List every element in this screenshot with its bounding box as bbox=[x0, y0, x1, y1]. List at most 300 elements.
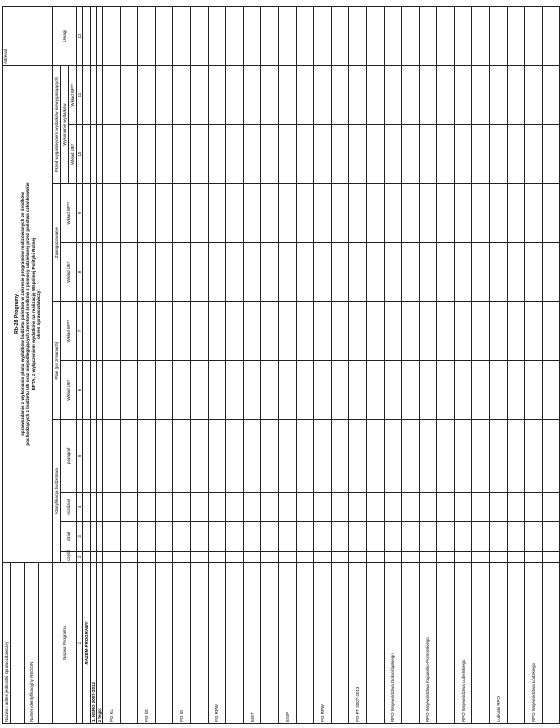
value-cell[interactable] bbox=[402, 184, 420, 243]
value-cell[interactable] bbox=[173, 302, 191, 361]
value-cell[interactable] bbox=[437, 551, 455, 562]
value-cell[interactable] bbox=[525, 522, 543, 551]
value-cell[interactable] bbox=[190, 302, 208, 361]
value-cell[interactable] bbox=[402, 361, 420, 420]
value-cell[interactable] bbox=[226, 420, 244, 493]
value-cell[interactable] bbox=[472, 66, 490, 125]
value-cell[interactable] bbox=[384, 125, 402, 184]
value-cell[interactable] bbox=[278, 125, 296, 184]
value-cell[interactable] bbox=[226, 522, 244, 551]
value-cell[interactable] bbox=[402, 302, 420, 361]
program-name-cell: RPO Województwa Lubelskiego bbox=[454, 562, 472, 723]
value-cell[interactable] bbox=[437, 125, 455, 184]
value-cell[interactable] bbox=[120, 184, 138, 243]
value-cell[interactable] bbox=[331, 66, 349, 125]
value-cell[interactable] bbox=[208, 361, 226, 420]
value-cell[interactable] bbox=[542, 492, 560, 521]
value-cell[interactable] bbox=[419, 125, 437, 184]
value-cell[interactable] bbox=[243, 420, 261, 493]
value-cell[interactable] bbox=[261, 66, 279, 125]
value-cell[interactable] bbox=[402, 125, 420, 184]
value-cell[interactable] bbox=[507, 420, 525, 493]
value-cell[interactable] bbox=[173, 184, 191, 243]
table-row bbox=[454, 7, 472, 724]
value-cell[interactable] bbox=[331, 420, 349, 493]
value-cell[interactable] bbox=[314, 7, 332, 66]
value-cell[interactable] bbox=[138, 302, 156, 361]
value-cell[interactable] bbox=[173, 522, 191, 551]
value-cell[interactable] bbox=[173, 551, 191, 562]
value-cell[interactable] bbox=[507, 243, 525, 302]
col-number: 10 bbox=[77, 125, 83, 184]
value-cell[interactable] bbox=[261, 551, 279, 562]
value-cell[interactable] bbox=[278, 184, 296, 243]
value-cell[interactable] bbox=[208, 66, 226, 125]
value-cell[interactable] bbox=[243, 551, 261, 562]
value-cell[interactable] bbox=[331, 551, 349, 562]
value-cell[interactable] bbox=[190, 420, 208, 493]
value-cell[interactable] bbox=[384, 184, 402, 243]
value-cell[interactable] bbox=[419, 361, 437, 420]
value-cell[interactable] bbox=[437, 492, 455, 521]
value-cell[interactable] bbox=[525, 66, 543, 125]
value-cell[interactable] bbox=[331, 184, 349, 243]
program-name-cell bbox=[542, 562, 560, 723]
value-cell[interactable] bbox=[437, 243, 455, 302]
value-cell[interactable] bbox=[472, 551, 490, 562]
value-cell[interactable] bbox=[261, 420, 279, 493]
value-cell[interactable] bbox=[208, 420, 226, 493]
value-cell[interactable] bbox=[278, 7, 296, 66]
value-cell[interactable] bbox=[138, 125, 156, 184]
value-cell[interactable] bbox=[507, 184, 525, 243]
value-cell[interactable] bbox=[542, 7, 560, 66]
value-cell[interactable] bbox=[525, 243, 543, 302]
value-cell[interactable] bbox=[472, 302, 490, 361]
value-cell[interactable] bbox=[243, 522, 261, 551]
value-cell[interactable] bbox=[314, 492, 332, 521]
value-cell[interactable] bbox=[155, 184, 173, 243]
value-cell[interactable] bbox=[226, 492, 244, 521]
value-cell[interactable] bbox=[208, 243, 226, 302]
value-cell[interactable] bbox=[226, 551, 244, 562]
value-cell[interactable] bbox=[296, 66, 314, 125]
value-cell[interactable] bbox=[103, 420, 121, 493]
value-cell[interactable] bbox=[472, 522, 490, 551]
value-cell[interactable] bbox=[454, 66, 472, 125]
value-cell[interactable] bbox=[366, 66, 384, 125]
value-cell[interactable] bbox=[296, 492, 314, 521]
value-cell[interactable] bbox=[243, 184, 261, 243]
value-cell[interactable] bbox=[226, 243, 244, 302]
value-cell[interactable] bbox=[454, 361, 472, 420]
value-cell[interactable] bbox=[296, 125, 314, 184]
value-cell[interactable] bbox=[243, 125, 261, 184]
sender-field[interactable] bbox=[11, 562, 25, 723]
value-cell[interactable] bbox=[402, 7, 420, 66]
value-cell[interactable] bbox=[542, 243, 560, 302]
value-cell[interactable] bbox=[349, 66, 367, 125]
value-cell[interactable] bbox=[261, 522, 279, 551]
value-cell[interactable] bbox=[103, 492, 121, 521]
value-cell[interactable] bbox=[155, 243, 173, 302]
value-cell[interactable] bbox=[419, 492, 437, 521]
value-cell[interactable] bbox=[278, 361, 296, 420]
value-cell[interactable] bbox=[226, 302, 244, 361]
value-cell[interactable] bbox=[155, 551, 173, 562]
value-cell[interactable] bbox=[454, 492, 472, 521]
value-cell[interactable] bbox=[208, 7, 226, 66]
value-cell[interactable] bbox=[349, 361, 367, 420]
value-cell[interactable] bbox=[525, 184, 543, 243]
value-cell[interactable] bbox=[454, 7, 472, 66]
regon-field[interactable] bbox=[39, 562, 53, 723]
value-cell[interactable] bbox=[384, 522, 402, 551]
value-cell[interactable] bbox=[120, 302, 138, 361]
value-cell[interactable] bbox=[314, 522, 332, 551]
value-cell[interactable] bbox=[454, 420, 472, 493]
value-cell[interactable] bbox=[103, 361, 121, 420]
value-cell[interactable] bbox=[314, 184, 332, 243]
value-cell[interactable] bbox=[542, 302, 560, 361]
value-cell[interactable] bbox=[314, 420, 332, 493]
value-cell[interactable] bbox=[490, 66, 508, 125]
value-cell[interactable] bbox=[208, 551, 226, 562]
value-cell[interactable] bbox=[120, 66, 138, 125]
value-cell[interactable] bbox=[542, 66, 560, 125]
value-cell[interactable] bbox=[190, 522, 208, 551]
value-cell[interactable] bbox=[120, 361, 138, 420]
col-zaang-ue: Wkład UE* bbox=[61, 243, 77, 302]
value-cell[interactable] bbox=[490, 492, 508, 521]
value-cell[interactable] bbox=[402, 522, 420, 551]
value-cell[interactable] bbox=[314, 361, 332, 420]
value-cell[interactable] bbox=[296, 184, 314, 243]
value-cell[interactable] bbox=[525, 420, 543, 493]
value-cell[interactable] bbox=[190, 243, 208, 302]
value-cell[interactable] bbox=[296, 551, 314, 562]
value-cell[interactable] bbox=[190, 492, 208, 521]
value-cell[interactable] bbox=[155, 492, 173, 521]
value-cell[interactable] bbox=[472, 7, 490, 66]
value-cell[interactable] bbox=[366, 243, 384, 302]
value-cell[interactable] bbox=[366, 184, 384, 243]
program-name-cell: PO PT 2007-2013 bbox=[349, 562, 367, 723]
value-cell[interactable] bbox=[419, 184, 437, 243]
value-cell[interactable] bbox=[138, 243, 156, 302]
value-cell[interactable] bbox=[314, 551, 332, 562]
value-cell[interactable] bbox=[103, 243, 121, 302]
value-cell[interactable] bbox=[437, 522, 455, 551]
value-cell[interactable] bbox=[507, 7, 525, 66]
value-cell[interactable] bbox=[138, 361, 156, 420]
value-cell[interactable] bbox=[525, 551, 543, 562]
value-cell[interactable] bbox=[278, 522, 296, 551]
value-cell[interactable] bbox=[314, 66, 332, 125]
value-cell[interactable] bbox=[155, 7, 173, 66]
value-cell[interactable] bbox=[366, 302, 384, 361]
value-cell[interactable] bbox=[384, 66, 402, 125]
value-cell[interactable] bbox=[138, 551, 156, 562]
value-cell[interactable] bbox=[402, 492, 420, 521]
value-cell[interactable] bbox=[296, 361, 314, 420]
value-cell[interactable] bbox=[384, 302, 402, 361]
value-cell[interactable] bbox=[190, 66, 208, 125]
value-cell[interactable] bbox=[384, 492, 402, 521]
value-cell[interactable] bbox=[208, 492, 226, 521]
value-cell[interactable] bbox=[490, 551, 508, 562]
value-cell[interactable] bbox=[120, 420, 138, 493]
value-cell[interactable] bbox=[525, 361, 543, 420]
value-cell[interactable] bbox=[173, 7, 191, 66]
value-cell[interactable] bbox=[349, 302, 367, 361]
value-cell[interactable] bbox=[454, 184, 472, 243]
value-cell[interactable] bbox=[261, 302, 279, 361]
value-cell[interactable] bbox=[331, 522, 349, 551]
value-cell[interactable] bbox=[366, 361, 384, 420]
value-cell[interactable] bbox=[349, 522, 367, 551]
value-cell[interactable] bbox=[349, 492, 367, 521]
value-cell[interactable] bbox=[296, 522, 314, 551]
value-cell[interactable] bbox=[525, 125, 543, 184]
program-name-cell: RPO Województwa Kujawsko-Pomorskiego bbox=[419, 562, 437, 723]
value-cell[interactable] bbox=[525, 302, 543, 361]
program-name-cell bbox=[437, 562, 455, 723]
value-cell[interactable] bbox=[243, 361, 261, 420]
value-cell[interactable] bbox=[261, 243, 279, 302]
table-row bbox=[419, 7, 437, 724]
value-cell[interactable] bbox=[542, 361, 560, 420]
value-cell[interactable] bbox=[490, 302, 508, 361]
col-number: 8 bbox=[77, 243, 83, 302]
value-cell[interactable] bbox=[419, 243, 437, 302]
value-cell[interactable] bbox=[437, 184, 455, 243]
value-cell[interactable] bbox=[278, 551, 296, 562]
value-cell[interactable] bbox=[103, 551, 121, 562]
value-cell[interactable] bbox=[103, 125, 121, 184]
value-cell[interactable] bbox=[349, 420, 367, 493]
value-cell[interactable] bbox=[173, 492, 191, 521]
value-cell[interactable] bbox=[366, 420, 384, 493]
value-cell[interactable] bbox=[472, 361, 490, 420]
value-cell[interactable] bbox=[331, 492, 349, 521]
value-cell[interactable] bbox=[155, 420, 173, 493]
value-cell[interactable] bbox=[261, 492, 279, 521]
value-cell[interactable] bbox=[138, 66, 156, 125]
value-cell[interactable] bbox=[314, 125, 332, 184]
form-title-block bbox=[3, 66, 53, 563]
value-cell[interactable] bbox=[331, 125, 349, 184]
value-cell[interactable] bbox=[472, 492, 490, 521]
value-cell[interactable] bbox=[437, 7, 455, 66]
value-cell[interactable] bbox=[507, 66, 525, 125]
value-cell[interactable] bbox=[402, 420, 420, 493]
value-cell[interactable] bbox=[490, 420, 508, 493]
value-cell[interactable] bbox=[507, 125, 525, 184]
value-cell[interactable] bbox=[103, 66, 121, 125]
value-cell[interactable] bbox=[366, 551, 384, 562]
value-cell[interactable] bbox=[402, 243, 420, 302]
value-cell[interactable] bbox=[138, 420, 156, 493]
value-cell[interactable] bbox=[296, 302, 314, 361]
value-cell[interactable] bbox=[120, 522, 138, 551]
value-cell[interactable] bbox=[331, 361, 349, 420]
value-cell[interactable] bbox=[419, 7, 437, 66]
value-cell[interactable] bbox=[226, 184, 244, 243]
value-cell[interactable] bbox=[173, 125, 191, 184]
value-cell[interactable] bbox=[419, 420, 437, 493]
value-cell[interactable] bbox=[349, 125, 367, 184]
value-cell[interactable] bbox=[490, 125, 508, 184]
value-cell[interactable] bbox=[437, 66, 455, 125]
value-cell[interactable] bbox=[120, 125, 138, 184]
value-cell[interactable] bbox=[138, 184, 156, 243]
value-cell[interactable] bbox=[120, 551, 138, 562]
value-cell[interactable] bbox=[472, 184, 490, 243]
value-cell[interactable] bbox=[507, 522, 525, 551]
value-cell[interactable] bbox=[261, 7, 279, 66]
value-cell[interactable] bbox=[296, 7, 314, 66]
value-cell[interactable] bbox=[155, 522, 173, 551]
value-cell[interactable] bbox=[454, 125, 472, 184]
value-cell[interactable] bbox=[155, 361, 173, 420]
value-cell[interactable] bbox=[542, 551, 560, 562]
value-cell[interactable] bbox=[314, 302, 332, 361]
value-cell[interactable] bbox=[472, 420, 490, 493]
value-cell[interactable] bbox=[103, 302, 121, 361]
value-cell[interactable] bbox=[226, 125, 244, 184]
value-cell[interactable] bbox=[507, 302, 525, 361]
value-cell[interactable] bbox=[349, 551, 367, 562]
value-cell[interactable] bbox=[190, 184, 208, 243]
value-cell[interactable] bbox=[349, 184, 367, 243]
value-cell[interactable] bbox=[384, 420, 402, 493]
value-cell[interactable] bbox=[419, 522, 437, 551]
value-cell[interactable] bbox=[542, 420, 560, 493]
value-cell[interactable] bbox=[208, 302, 226, 361]
value-cell[interactable] bbox=[349, 243, 367, 302]
value-cell[interactable] bbox=[437, 302, 455, 361]
value-cell[interactable] bbox=[278, 243, 296, 302]
value-cell[interactable] bbox=[507, 492, 525, 521]
value-cell[interactable] bbox=[278, 492, 296, 521]
value-cell[interactable] bbox=[190, 7, 208, 66]
value-cell[interactable] bbox=[366, 522, 384, 551]
value-cell[interactable] bbox=[542, 125, 560, 184]
value-cell[interactable] bbox=[243, 66, 261, 125]
value-cell[interactable] bbox=[243, 7, 261, 66]
value-cell[interactable] bbox=[278, 302, 296, 361]
value-cell[interactable] bbox=[226, 361, 244, 420]
value-cell[interactable] bbox=[349, 7, 367, 66]
value-cell[interactable] bbox=[490, 184, 508, 243]
value-cell[interactable] bbox=[437, 420, 455, 493]
value-cell[interactable] bbox=[173, 66, 191, 125]
value-cell[interactable] bbox=[331, 243, 349, 302]
value-cell[interactable] bbox=[454, 243, 472, 302]
value-cell[interactable] bbox=[507, 551, 525, 562]
value-cell[interactable] bbox=[243, 302, 261, 361]
value-cell[interactable] bbox=[402, 66, 420, 125]
value-cell[interactable] bbox=[173, 361, 191, 420]
value-cell[interactable] bbox=[472, 243, 490, 302]
value-cell[interactable] bbox=[525, 492, 543, 521]
value-cell[interactable] bbox=[366, 125, 384, 184]
value-cell[interactable] bbox=[331, 302, 349, 361]
value-cell[interactable] bbox=[173, 243, 191, 302]
value-cell[interactable] bbox=[296, 420, 314, 493]
value-cell[interactable] bbox=[138, 7, 156, 66]
value-cell[interactable] bbox=[419, 66, 437, 125]
value-cell[interactable] bbox=[331, 7, 349, 66]
value-cell[interactable] bbox=[490, 522, 508, 551]
value-cell[interactable] bbox=[454, 551, 472, 562]
value-cell[interactable] bbox=[261, 361, 279, 420]
value-cell[interactable] bbox=[208, 125, 226, 184]
value-cell[interactable] bbox=[138, 522, 156, 551]
value-cell[interactable] bbox=[120, 492, 138, 521]
value-cell[interactable] bbox=[190, 361, 208, 420]
value-cell[interactable] bbox=[402, 551, 420, 562]
value-cell[interactable] bbox=[243, 243, 261, 302]
value-cell[interactable] bbox=[261, 184, 279, 243]
value-cell[interactable] bbox=[138, 492, 156, 521]
value-cell[interactable] bbox=[542, 522, 560, 551]
value-cell[interactable] bbox=[419, 551, 437, 562]
value-cell[interactable] bbox=[208, 184, 226, 243]
value-cell[interactable] bbox=[490, 361, 508, 420]
value-cell[interactable] bbox=[525, 7, 543, 66]
value-cell[interactable] bbox=[507, 361, 525, 420]
value-cell[interactable] bbox=[437, 361, 455, 420]
value-cell[interactable] bbox=[384, 361, 402, 420]
value-cell[interactable] bbox=[296, 243, 314, 302]
value-cell[interactable] bbox=[190, 125, 208, 184]
value-cell[interactable] bbox=[490, 7, 508, 66]
value-cell[interactable] bbox=[208, 522, 226, 551]
value-cell[interactable] bbox=[278, 420, 296, 493]
value-cell[interactable] bbox=[542, 184, 560, 243]
value-cell[interactable] bbox=[226, 66, 244, 125]
value-cell[interactable] bbox=[384, 243, 402, 302]
value-cell[interactable] bbox=[155, 125, 173, 184]
value-cell[interactable] bbox=[120, 7, 138, 66]
value-cell[interactable] bbox=[155, 302, 173, 361]
value-cell[interactable] bbox=[366, 7, 384, 66]
value-cell[interactable] bbox=[384, 7, 402, 66]
value-cell[interactable] bbox=[155, 66, 173, 125]
value-cell[interactable] bbox=[314, 243, 332, 302]
value-cell[interactable] bbox=[190, 551, 208, 562]
value-cell[interactable] bbox=[278, 66, 296, 125]
row-razem-programy: RAZEM-PROGRAMY bbox=[83, 562, 91, 723]
value-cell[interactable] bbox=[454, 522, 472, 551]
value-cell[interactable] bbox=[419, 302, 437, 361]
value-cell[interactable] bbox=[454, 302, 472, 361]
value-cell[interactable] bbox=[384, 551, 402, 562]
value-cell[interactable] bbox=[103, 184, 121, 243]
value-cell[interactable] bbox=[490, 243, 508, 302]
value-cell[interactable] bbox=[261, 125, 279, 184]
value-cell[interactable] bbox=[226, 7, 244, 66]
value-cell[interactable] bbox=[366, 492, 384, 521]
value-cell[interactable] bbox=[103, 522, 121, 551]
value-cell[interactable] bbox=[103, 7, 121, 66]
value-cell[interactable] bbox=[120, 243, 138, 302]
value-cell[interactable] bbox=[472, 125, 490, 184]
value-cell[interactable] bbox=[173, 420, 191, 493]
value-cell[interactable] bbox=[243, 492, 261, 521]
